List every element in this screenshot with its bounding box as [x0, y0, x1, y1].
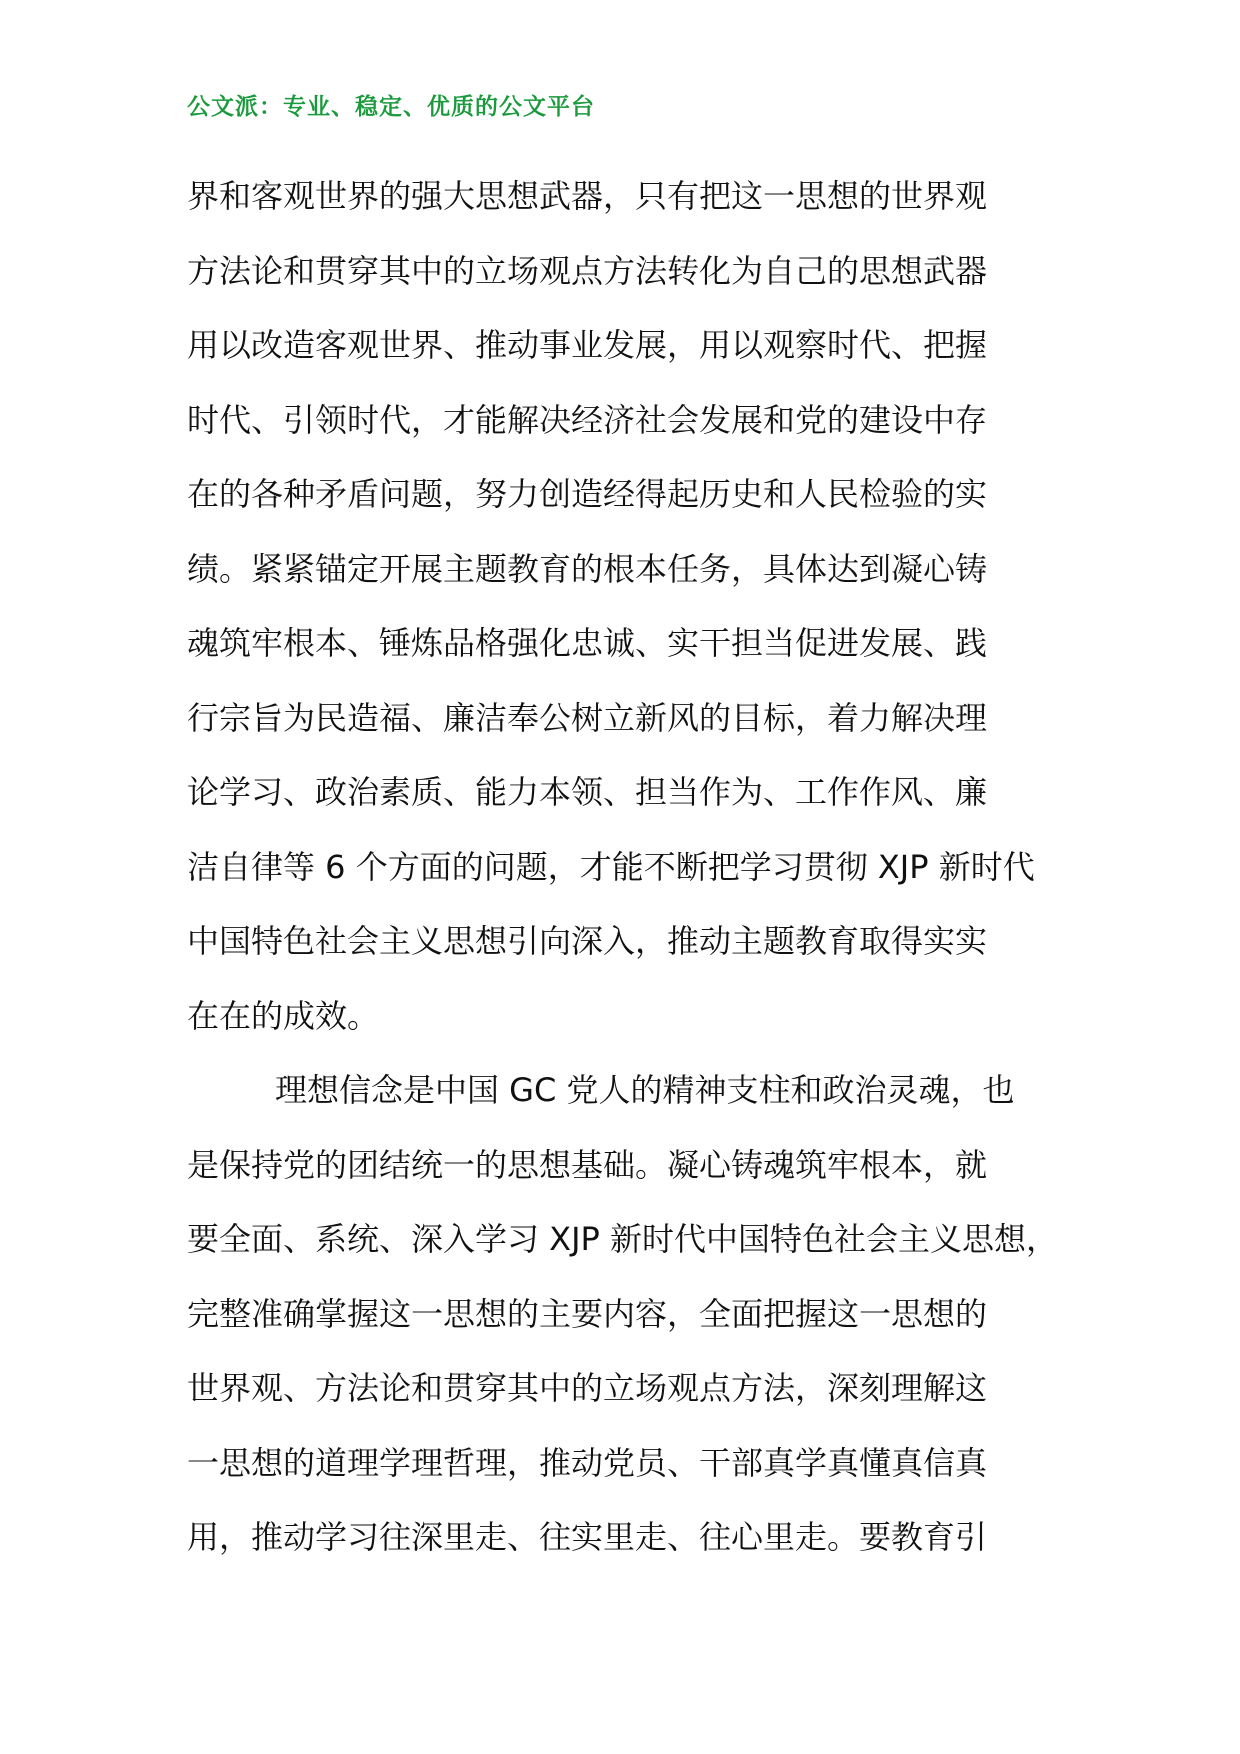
text-line: 洁自律等 6 个方面的问题，才能不断把学习贯彻 XJP 新时代	[187, 847, 1035, 886]
text-line: 方法论和贯穿其中的立场观点方法转化为自己的思想武器	[187, 251, 988, 290]
page-header-title: 公文派：专业、稳定、优质的公文平台	[187, 94, 595, 120]
text-line: 要全面、系统、深入学习 XJP 新时代中国特色社会主义思想，	[187, 1220, 1059, 1258]
text-line: 世界观、方法论和贯穿其中的立场观点方法，深刻理解这	[187, 1369, 988, 1407]
text-line: 中国特色社会主义思想引向深入，推动主题教育取得实实	[187, 922, 988, 960]
text-line: 时代、引领时代，才能解决经济社会发展和党的建设中存	[187, 400, 988, 439]
body-text	[187, 168, 1067, 1584]
text-line: 论学习、政治素质、能力本领、担当作为、工作作风、廉	[187, 773, 988, 811]
text-line: 用，推动学习往深里走、往实里走、往心里走。要教育引	[187, 1518, 988, 1556]
text-line: 理想信念是中国 GC 党人的精神支柱和政治灵魂，也	[275, 1071, 1015, 1109]
text-line: 用以改造客观世界、推动事业发展，用以观察时代、把握	[187, 326, 988, 364]
text-line: 在的各种矛盾问题，努力创造经得起历史和人民检验的实	[187, 475, 988, 513]
text-line: 行宗旨为民造福、廉洁奉公树立新风的目标，着力解决理	[187, 698, 988, 737]
text-line: 完整准确掌握这一思想的主要内容，全面把握这一思想的	[187, 1294, 988, 1333]
text-line: 绩。紧紧锚定开展主题教育的根本任务，具体达到凝心铸	[187, 549, 988, 588]
text-line: 在在的成效。	[187, 996, 380, 1035]
text-line: 是保持党的团结统一的思想基础。凝心铸魂筑牢根本，就	[187, 1145, 988, 1184]
text-line: 魂筑牢根本、锤炼品格强化忠诚、实干担当促进发展、践	[187, 624, 988, 662]
text-line: 一思想的道理学理哲理，推动党员、干部真学真懂真信真	[187, 1443, 988, 1482]
text-line: 界和客观世界的强大思想武器，只有把这一思想的世界观	[187, 177, 988, 215]
